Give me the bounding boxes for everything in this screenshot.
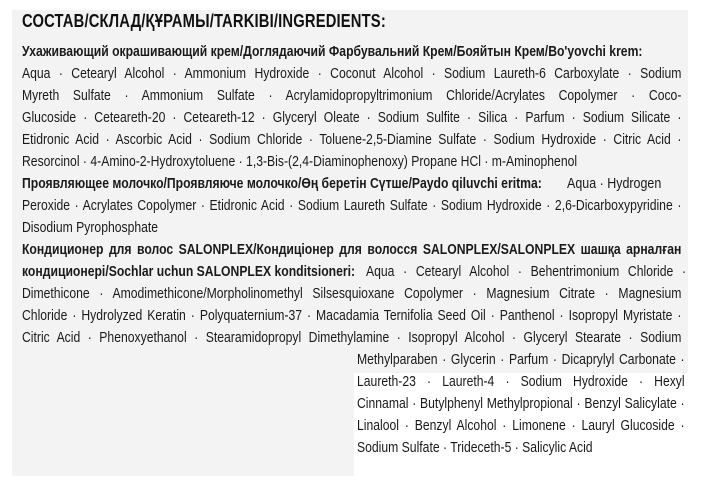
conditioner-heading: Кондиционер для волос SALONPLEX/Кондиціонер для волосся SALONPLEX/SALONPLEX шашқа арналған: [22, 242, 682, 258]
conditioner-line: Chloride · Hydrolyzed Keratin · Polyquaternium-37 · Macadamia Ternifolia Seed Oil · Panthenol · Isopropyl Myristate ·: [22, 308, 682, 324]
conditioner-heading: кондиционері/Sochlar uchun SALONPLEX konditsioneri:: [22, 264, 356, 280]
cream-line: Etidronic Acid · Ascorbic Acid · Sodium Chloride · Toluene-2,5-Diamine Sulfate · Sodium Hydroxide · Citric Acid ·: [22, 132, 682, 148]
conditioner-line: Aqua · Cetearyl Alcohol · Behentrimonium Chloride ·: [366, 264, 687, 280]
conditioner-line: Dimethicone · Amodimethicone/Morpholinomethyl Silsesquioxane Copolymer · Magnesium Citrate · Magnesium: [22, 286, 682, 302]
conditioner-line: Sodium Sulfate · Trideceth-5 · Salicylic Acid: [357, 440, 593, 456]
conditioner-line: Laureth-23 · Laureth-4 · Sodium Hydroxide · Hexyl: [357, 374, 685, 390]
cream-line: Glucoside · Ceteareth-20 · Ceteareth-12 · Glyceryl Oleate · Sodium Sulfite · Silica · Parfum · Sodium Silicate ·: [22, 110, 682, 126]
conditioner-line: Citric Acid · Phenoxyethanol · Stearamidopropyl Dimethylamine · Isopropyl Alcohol · Glyceryl Stearate · Sodium: [22, 330, 682, 346]
cream-heading: Ухаживающий окрашивающий крем/Доглядаючий Фарбувальний Крем/Бояйтын Крем/Bo'yovchi krem:: [22, 44, 643, 60]
milk-heading: Проявляющее молочко/Проявляюче молочко/Өң беретін Сүтше/Paydo qiluvchi eritma:: [22, 176, 542, 192]
milk-line: Peroxide · Acrylates Copolymer · Etidronic Acid · Sodium Laureth Sulfate · Sodium Hydroxide · 2,6-Dicarboxypyridine ·: [22, 198, 682, 214]
conditioner-line: Linalool · Benzyl Alcohol · Limonene · Lauryl Glucoside ·: [357, 418, 685, 434]
conditioner-line: Methylparaben · Glycerin · Parfum · Dicaprylyl Carbonate ·: [357, 352, 685, 368]
cream-line: Aqua · Cetearyl Alcohol · Ammonium Hydroxide · Coconut Alcohol · Sodium Laureth-6 Carboxylate · Sodium: [22, 66, 682, 82]
conditioner-line: Cinnamal · Butylphenyl Methylpropional · Benzyl Salicylate ·: [357, 396, 685, 412]
milk-line: Disodium Pyrophosphate: [22, 220, 159, 236]
cream-line: Resorcinol · 4-Amino-2-Hydroxytoluene · 1,3-Bis-(2,4-Diaminophenoxy) Propane HCl · m-Aminophenol: [22, 154, 578, 170]
ingredients-title: СОСТАВ/СКЛАД/ҚҰРАМЫ/TARKIBI/INGREDIENTS:: [22, 11, 386, 31]
cream-line: Myreth Sulfate · Ammonium Sulfate · Acrylamidopropyltrimonium Chloride/Acrylates Copolymer · Coco-: [22, 88, 682, 104]
milk-line: Aqua · Hydrogen: [567, 176, 662, 192]
